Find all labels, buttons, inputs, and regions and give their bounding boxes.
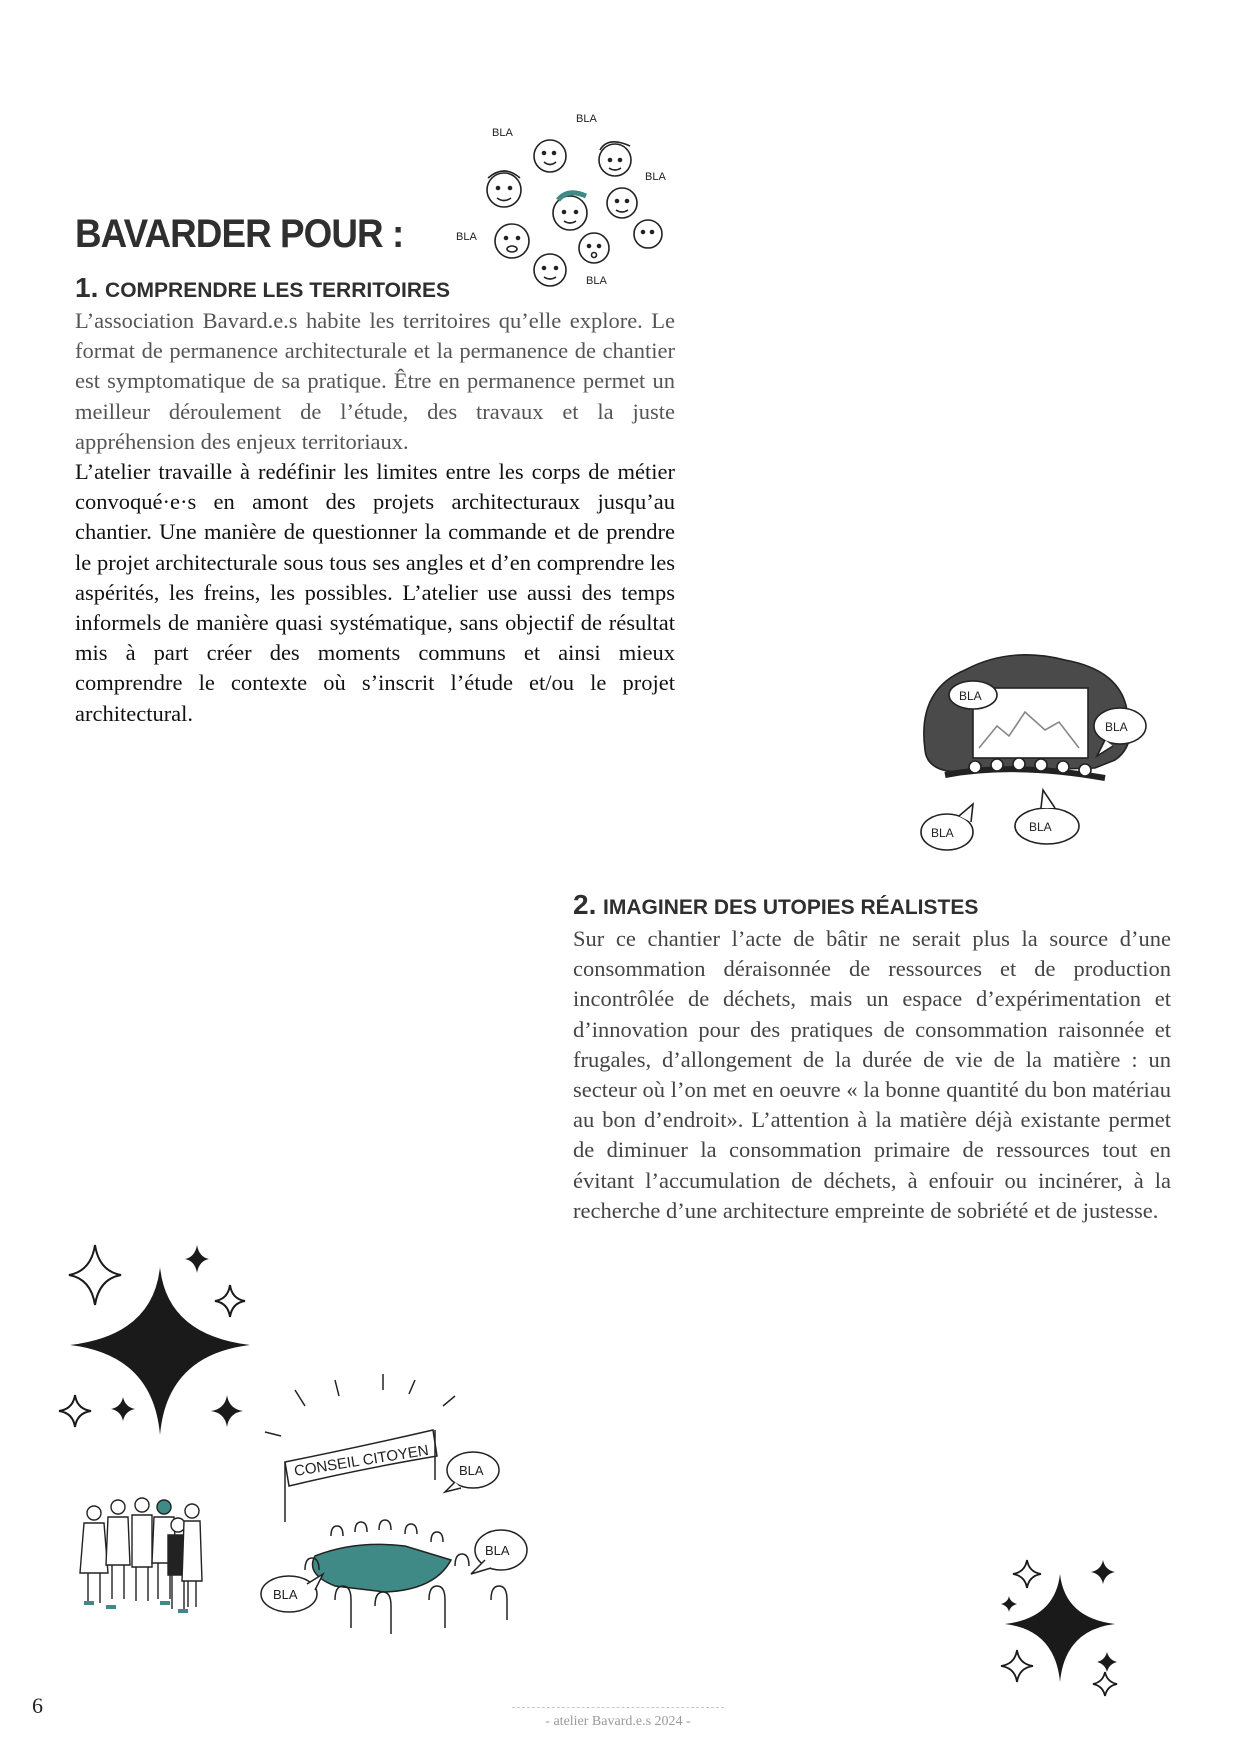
speech-bubble-icon xyxy=(261,1574,323,1612)
sparkle-icon xyxy=(1093,1672,1117,1696)
section-2-number: 2. xyxy=(573,889,597,920)
sparkle-icon xyxy=(1013,1560,1041,1588)
section-1-title: COMPRENDRE LES TERRITOIRES xyxy=(105,279,451,302)
face-icon xyxy=(534,254,566,286)
bubble-text: BLA xyxy=(485,1543,510,1558)
bubble-text: BLA xyxy=(959,689,982,703)
bla-word: BLA xyxy=(492,127,513,139)
bubble-text: BLA xyxy=(1105,720,1128,734)
chattering-faces-illustration xyxy=(450,108,680,298)
sparkle-icon xyxy=(1097,1652,1117,1672)
sparkle-icon xyxy=(1001,1596,1017,1612)
page-title: BAVARDER POUR : xyxy=(75,212,404,256)
sparkle-icon xyxy=(1091,1560,1115,1584)
face-icon xyxy=(599,142,631,176)
bubble-text: BLA xyxy=(273,1587,298,1602)
sparkles-illustration xyxy=(55,1245,255,1445)
sparkle-icon xyxy=(1001,1650,1033,1682)
meeting-table xyxy=(313,1544,452,1592)
sparkles-corner-illustration xyxy=(995,1560,1145,1700)
face-icon xyxy=(487,171,521,207)
face-icon xyxy=(495,224,529,258)
footer-label: - atelier Bavard.e.s 2024 - xyxy=(545,1714,691,1729)
bubble-text: BLA xyxy=(931,826,954,840)
face-icon xyxy=(607,188,637,218)
bla-word: BLA xyxy=(456,231,477,243)
bubble-text: BLA xyxy=(1029,820,1052,834)
section-2-title: IMAGINER DES UTOPIES RÉALISTES xyxy=(603,896,979,919)
section-1-paragraph-2: L’atelier travaille à redéfinir les limites entre les corps de métier convoqué·e·s en amont des projets architecturaux jusqu’au chantier. Une manière de questionner la commande et de prendre le projet architecturale sous tous ses angles et d’en comprendre les aspérités, les freins, les possibles. L’atelier use aussi des temps informels de manière quasi systématique, sans objectif de résultat mis à part créer des moments communs et ainsi mieux comprendre le contexte où s’inscrit l’étude et/ou le projet architectural. xyxy=(75,459,675,726)
speech-bubble-icon xyxy=(471,1530,527,1574)
speech-bubble-icon xyxy=(921,804,973,850)
face-icon xyxy=(534,140,566,172)
section-1-number: 1. xyxy=(75,272,99,303)
sparkle-icon xyxy=(185,1245,209,1273)
projection-scene-illustration xyxy=(915,650,1160,860)
bla-word: BLA xyxy=(576,113,597,125)
group-of-people-illustration xyxy=(80,1485,205,1620)
section-1-heading xyxy=(75,272,450,304)
bla-word: BLA xyxy=(586,275,607,287)
section-1-body xyxy=(75,306,675,729)
emphasis-rays xyxy=(265,1374,455,1436)
banner-text: CONSEIL CITOYEN xyxy=(292,1441,430,1480)
speech-bubble-icon xyxy=(445,1452,499,1492)
sparkle-icon xyxy=(111,1397,135,1421)
face-icon xyxy=(634,220,662,248)
sparkle-icon xyxy=(69,1245,121,1305)
sparkle-icon xyxy=(215,1285,245,1317)
section-2-paragraph: Sur ce chantier l’acte de bâtir ne serait plus la source d’une consommation déraisonnée de ressources et de production incontrôlée de déchets, mais un espace d’expérimentation et d’innovation pour des pratiques de consommation raisonnée et frugales, d’allongement de la durée de vie de la matière : un secteur où l’on met en oeuvre « la bonne quantité du bon matériau au bon d’endroit». L’attention à la matière déjà existante permet de diminuer la consommation primaire de ressources tout en évitant l’accumulation de déchets, à enfouir ou incinérer, à la recherche d’une architecture empreinte de sobriété et de justesse. xyxy=(573,926,1171,1223)
sparkle-icon xyxy=(211,1395,243,1427)
sparkle-icon xyxy=(59,1395,91,1427)
conseil-citoyen-illustration xyxy=(255,1360,545,1650)
footer-divider xyxy=(512,1707,724,1708)
bubble-text: BLA xyxy=(459,1463,484,1478)
speech-bubble-icon xyxy=(949,681,997,709)
sparkle-icon xyxy=(1005,1574,1115,1682)
bla-word: BLA xyxy=(645,171,666,183)
section-1-paragraph-1: L’association Bavard.e.s habite les territoires qu’elle explore. Le format de permanence architecturale et la permanence de chantier est symptomatique de sa pratique. Être en permanence permet un meilleur déroulement de l’étude, des travaux et la juste appréhension des enjeux territoriaux. xyxy=(75,308,675,454)
speech-bubble-icon xyxy=(1015,790,1079,844)
page-number: 6 xyxy=(32,1693,43,1718)
section-2-heading xyxy=(573,889,978,921)
face-icon xyxy=(553,193,587,230)
section-2-body xyxy=(573,924,1171,1226)
face-icon xyxy=(579,233,609,263)
